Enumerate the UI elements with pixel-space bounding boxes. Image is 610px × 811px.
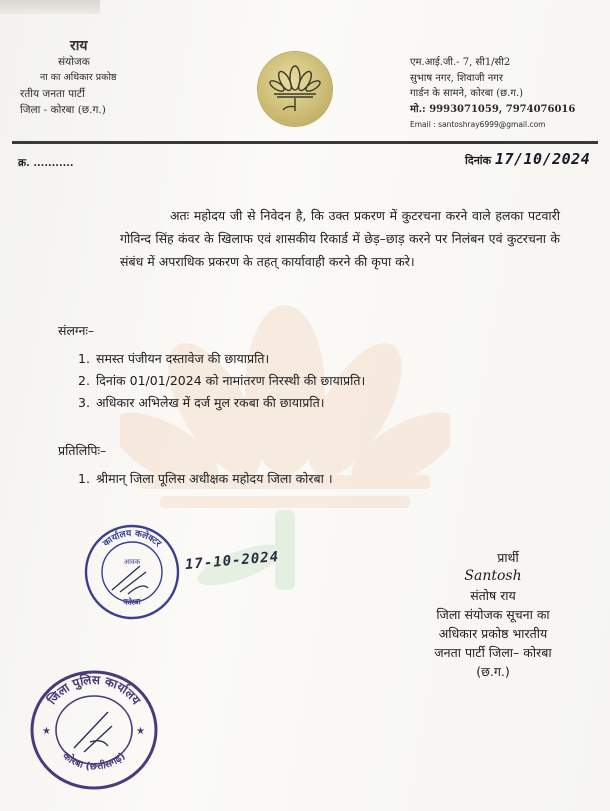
letterhead-right [410,55,600,133]
letterhead-designation: संयोजक [58,56,90,68]
police-stamp-bottom-text: कोरबा (छत्तीसगढ़) [60,750,128,773]
handwritten-signature: Santosh [464,568,522,584]
email-address: Email : santoshray6999@gmail.com [410,120,546,129]
body-paragraph: अतः महोदय जी से निवेदन है, कि उक्त प्रकरण में कुटरचना करने वाले हलका पटवारी गोविन्द सिंह कंवर के खिलाफ एवं शासकीय रिकार्ड में छेड़–छाड़ करने पर निलंबन एवं कुटरचना के संबंध में अपराधिक प्रकरण के तहत् कार्यावाही करने की कृपा करे। [120,208,560,269]
party-logo [258,52,332,126]
collector-stamp-bottom-text: कोरबा [122,596,142,608]
letterhead-org-line2: रतीय जनता पार्टी [20,88,85,100]
svg-text:कोरबा [122,596,142,607]
list-item: 2. दिनांक 01/01/2024 को नामांतरण निरस्थी की छायाप्रति। [78,373,366,388]
letter-body [120,204,560,273]
signatory-title-line3: जनता पार्टी जिला– कोरबा [434,645,552,660]
received-date-handwritten: 17-10-2024 [184,548,280,574]
enclosures-label: संलग्नः– [58,323,95,338]
reference-number: क्र. ........... [18,157,74,169]
police-stamp-top-text: जिला पुलिस कार्यालय [44,672,144,708]
letterhead-divider [12,141,598,144]
address-line1: एम.आई.जी.- 7, सी1/सी2 [410,57,511,68]
letterhead-left [18,38,218,118]
signatory-title-line2: अधिकार प्रकोष्ठ भारतीय [438,626,548,641]
lotus-icon [267,61,323,117]
copy-to-list [78,468,333,490]
list-item: 3. अधिकार अभिलेख में दर्ज मुल रकबा की छायाप्रति। [78,395,325,410]
address-line3: गार्डन के सामने, कोरबा (छ.ग.) [410,88,524,99]
letterhead-district: जिला - कोरबा (छ.ग.) [20,104,106,116]
letter-date [465,150,590,168]
address-line2: सुभाष नगर, शिवाजी नगर [410,72,503,84]
copy-to-label: प्रतिलिपिः– [58,443,107,458]
signatory-title-line4: (छ.ग.) [476,664,510,679]
mobile-numbers: मो.: 9993071059, 7974076016 [410,103,576,115]
page-fold-shadow [0,0,100,14]
applicant-label: प्रार्थी [497,550,519,565]
list-item: 1. समस्त पंजीयन दस्तावेज की छायाप्रति। [78,351,270,366]
enclosures-list [78,348,365,414]
collector-stamp-inner-text: आवक [123,558,141,566]
letterhead-org-line1: ना का अधिकार प्रकोष्ठ [40,72,117,83]
collector-stamp-top-text: कार्यालय कलेक्टर [101,528,163,550]
signature-block [398,548,588,681]
police-office-stamp [28,668,160,792]
signatory-title-line1: जिला संयोजक सूचना का [436,607,550,622]
signatory-name: संतोष राय [470,588,516,603]
svg-text:★: ★ [42,726,51,737]
svg-text:★: ★ [136,726,145,737]
date-value: 17/10/2024 [494,150,591,168]
svg-text:कोरबा (छत्तीसगढ़) [60,748,128,772]
collector-office-stamp [82,522,182,622]
svg-text:जिला पुलिस कार्यालय [44,673,144,708]
date-label: दिनांक [465,154,492,167]
list-item: 1. श्रीमान् जिला पूलिस अधीक्षक महोदय जिला कोरबा । [78,471,333,486]
letterhead-name: राय [70,38,88,54]
